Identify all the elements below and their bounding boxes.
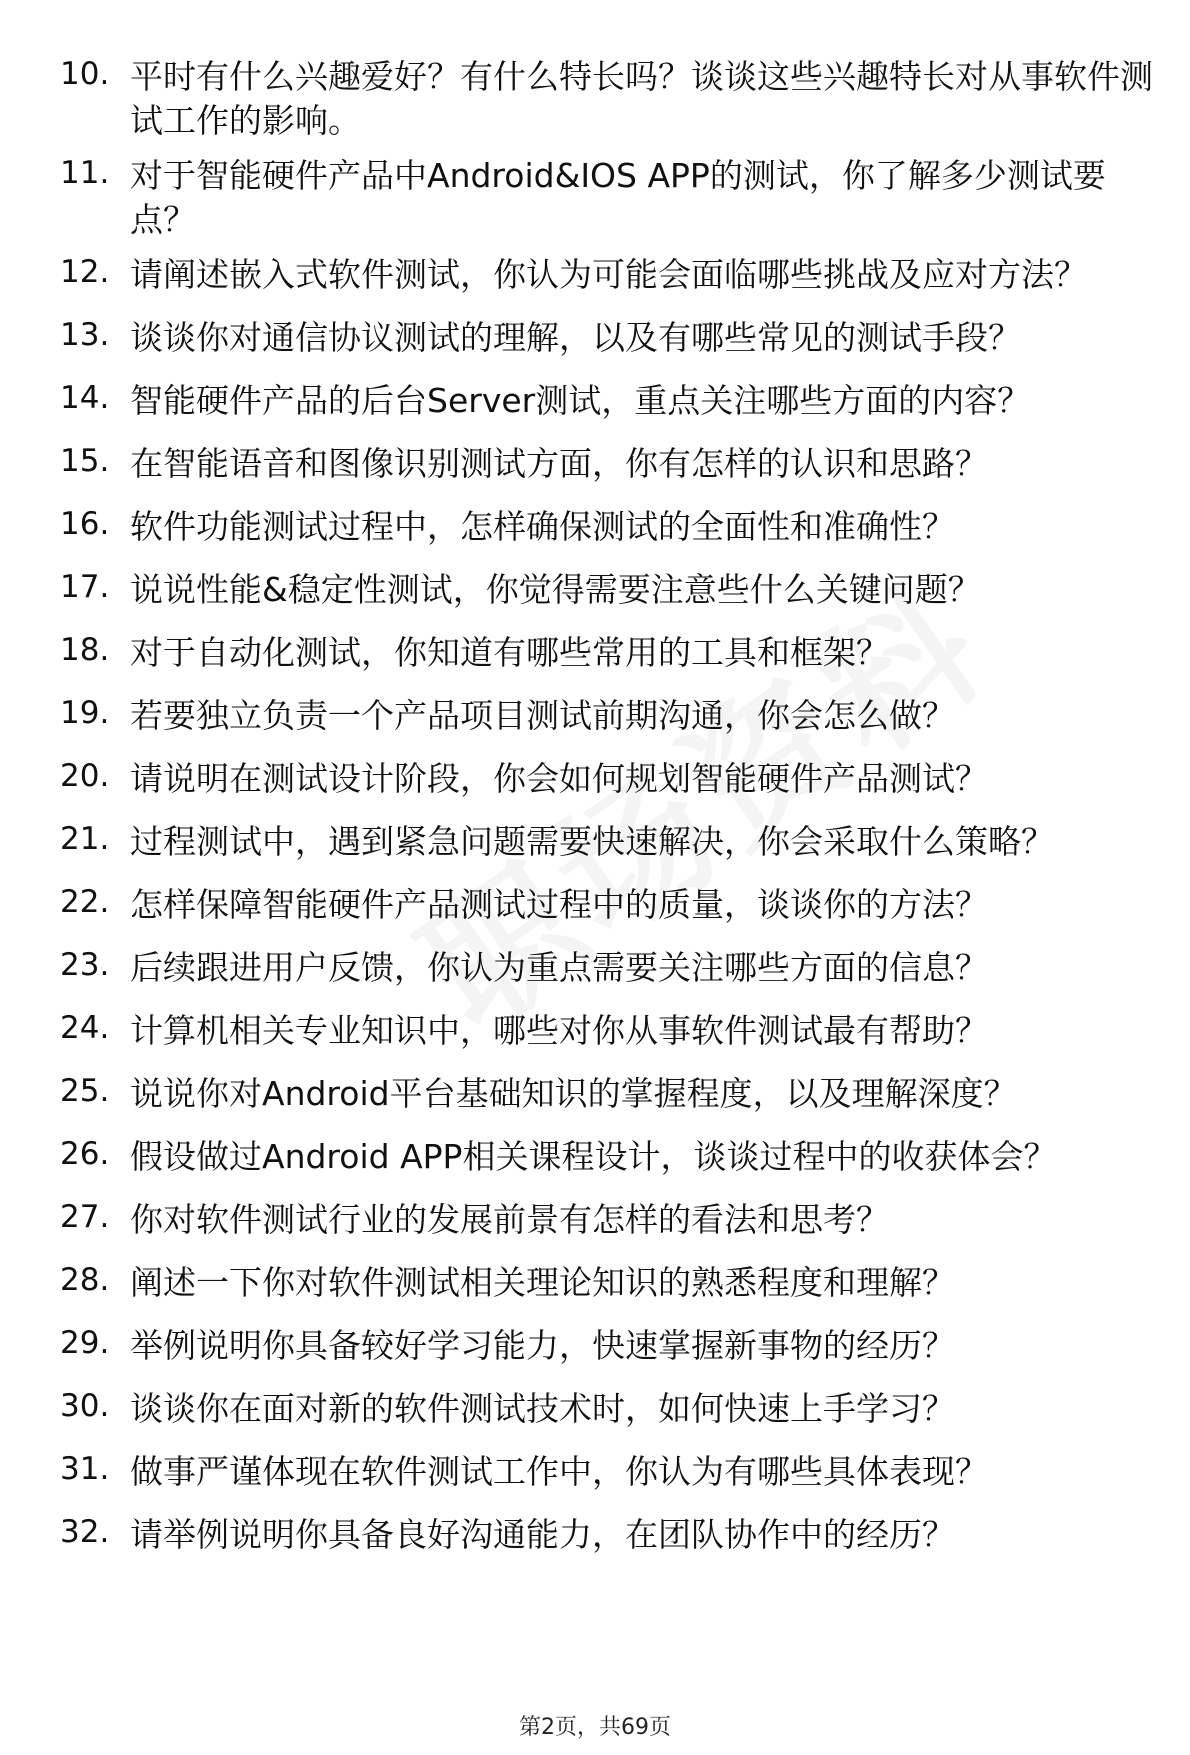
question-item-25 xyxy=(0,1072,1190,1124)
question-number: 26. xyxy=(60,1136,110,1172)
question-text: 说说性能&稳定性测试，你觉得需要注意些什么关键问题？ xyxy=(130,570,981,609)
question-item-10 xyxy=(0,55,1190,143)
question-text: 过程测试中，遇到紧急问题需要快速解决，你会采取什么策略？ xyxy=(130,822,1054,861)
question-item-26 xyxy=(0,1135,1190,1187)
question-number: 30. xyxy=(60,1388,110,1424)
question-number: 16. xyxy=(60,506,110,542)
question-number: 25. xyxy=(60,1073,110,1109)
question-item-29 xyxy=(0,1324,1190,1376)
question-item-16 xyxy=(0,505,1190,557)
question-number: 32. xyxy=(60,1514,110,1550)
question-item-19 xyxy=(0,694,1190,746)
question-item-28 xyxy=(0,1261,1190,1313)
question-item-23 xyxy=(0,946,1190,998)
question-item-17 xyxy=(0,568,1190,620)
question-item-32 xyxy=(0,1513,1190,1565)
question-number: 27. xyxy=(60,1199,110,1235)
question-number: 11. xyxy=(60,155,110,191)
question-number: 28. xyxy=(60,1262,110,1298)
question-number: 20. xyxy=(60,758,110,794)
question-text: 谈谈你对通信协议测试的理解，以及有哪些常见的测试手段？ xyxy=(130,318,1021,357)
question-item-30 xyxy=(0,1387,1190,1439)
question-item-21 xyxy=(0,820,1190,872)
question-text: 阐述一下你对软件测试相关理论知识的熟悉程度和理解？ xyxy=(130,1263,955,1302)
question-item-13 xyxy=(0,316,1190,368)
question-number: 18. xyxy=(60,632,110,668)
page-number-footer: 第2页，共69页 xyxy=(519,1715,671,1740)
question-text: 智能硬件产品的后台Server测试，重点关注哪些方面的内容？ xyxy=(130,381,1031,420)
question-number: 17. xyxy=(60,569,110,605)
question-text: 平时有什么兴趣爱好？有什么特长吗？谈谈这些兴趣特长对从事软件测试工作的影响。 xyxy=(130,57,1153,140)
question-text: 说说你对Android平台基础知识的掌握程度，以及理解深度？ xyxy=(130,1074,1017,1113)
question-text: 后续跟进用户反馈，你认为重点需要关注哪些方面的信息？ xyxy=(130,948,988,987)
question-item-11 xyxy=(0,154,1190,242)
question-number: 13. xyxy=(60,317,110,353)
question-text: 怎样保障智能硬件产品测试过程中的质量，谈谈你的方法？ xyxy=(130,885,988,924)
question-text: 请说明在测试设计阶段，你会如何规划智能硬件产品测试？ xyxy=(130,759,988,798)
question-item-31 xyxy=(0,1450,1190,1502)
question-text: 请阐述嵌入式软件测试，你认为可能会面临哪些挑战及应对方法？ xyxy=(130,255,1087,294)
question-number: 21. xyxy=(60,821,110,857)
question-item-27 xyxy=(0,1198,1190,1250)
question-text: 对于自动化测试，你知道有哪些常用的工具和框架？ xyxy=(130,633,889,672)
question-number: 24. xyxy=(60,1010,110,1046)
question-item-22 xyxy=(0,883,1190,935)
question-text: 在智能语音和图像识别测试方面，你有怎样的认识和思路？ xyxy=(130,444,988,483)
question-number: 14. xyxy=(60,380,110,416)
question-item-14 xyxy=(0,379,1190,431)
question-text: 对于智能硬件产品中Android&IOS APP的测试，你了解多少测试要点？ xyxy=(130,156,1106,239)
question-number: 22. xyxy=(60,884,110,920)
question-item-18 xyxy=(0,631,1190,683)
question-number: 29. xyxy=(60,1325,110,1361)
question-number: 23. xyxy=(60,947,110,983)
question-item-24 xyxy=(0,1009,1190,1061)
question-list xyxy=(0,55,1190,1576)
question-text: 你对软件测试行业的发展前景有怎样的看法和思考？ xyxy=(130,1200,889,1239)
question-text: 软件功能测试过程中，怎样确保测试的全面性和准确性？ xyxy=(130,507,955,546)
question-number: 19. xyxy=(60,695,110,731)
question-number: 10. xyxy=(60,56,110,92)
question-text: 若要独立负责一个产品项目测试前期沟通，你会怎么做？ xyxy=(130,696,955,735)
question-item-20 xyxy=(0,757,1190,809)
question-text: 做事严谨体现在软件测试工作中，你认为有哪些具体表现？ xyxy=(130,1452,988,1491)
question-number: 15. xyxy=(60,443,110,479)
question-item-15 xyxy=(0,442,1190,494)
question-number: 12. xyxy=(60,254,110,290)
question-text: 请举例说明你具备良好沟通能力，在团队协作中的经历？ xyxy=(130,1515,955,1554)
question-text: 假设做过Android APP相关课程设计，谈谈过程中的收获体会？ xyxy=(130,1137,1057,1176)
question-text: 谈谈你在面对新的软件测试技术时，如何快速上手学习？ xyxy=(130,1389,955,1428)
question-text: 举例说明你具备较好学习能力，快速掌握新事物的经历？ xyxy=(130,1326,955,1365)
question-text: 计算机相关专业知识中，哪些对你从事软件测试最有帮助？ xyxy=(130,1011,988,1050)
question-number: 31. xyxy=(60,1451,110,1487)
question-item-12 xyxy=(0,253,1190,305)
